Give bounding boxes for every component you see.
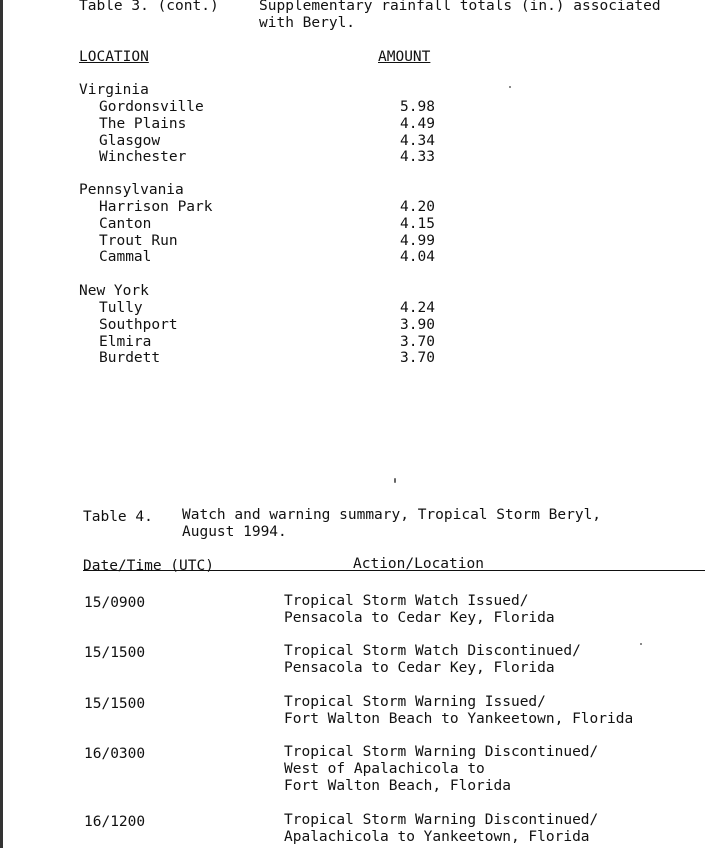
action-line: Tropical Storm Warning Discontinued/ (284, 812, 599, 828)
scan-edge (0, 0, 3, 848)
action-line: Tropical Storm Warning Discontinued/ (284, 744, 599, 760)
location-name: Harrison Park (99, 199, 213, 215)
action-line: Tropical Storm Warning Issued/ (284, 694, 546, 710)
location-name: Winchester (99, 149, 187, 166)
location-name: Canton (99, 215, 152, 232)
location-name: Gordonsville (99, 99, 204, 115)
state-heading: Virginia (79, 82, 149, 98)
location-name: Cammal (99, 249, 152, 266)
datetime-header: Date/Time (UTC) (83, 558, 214, 574)
location-name: Tully (99, 300, 143, 316)
location-name: Southport (99, 316, 178, 333)
rainfall-amount: 3.70 (400, 350, 435, 367)
action-line: Apalachicola to Yankeetown, Florida (284, 829, 590, 845)
rainfall-amount: 4.34 (400, 132, 435, 149)
scan-speck (394, 478, 396, 483)
rainfall-amount: 4.15 (400, 215, 435, 232)
action-line: Pensacola to Cedar Key, Florida (284, 660, 555, 676)
datetime-cell: 16/1200 (84, 814, 146, 830)
table4-caption-line2: August 1994. (182, 524, 287, 540)
location-name: Trout Run (99, 232, 178, 249)
location-header: LOCATION (79, 49, 149, 65)
location-name: Burdett (99, 350, 161, 367)
rainfall-amount: 5.98 (400, 99, 435, 115)
action-line: Tropical Storm Watch Issued/ (284, 593, 529, 609)
datetime-cell: 15/1500 (84, 696, 146, 712)
location-name: Glasgow (99, 132, 161, 149)
location-name: Elmira (99, 333, 152, 350)
datetime-cell: 15/1500 (84, 645, 146, 661)
action-line: Tropical Storm Watch Discontinued/ (284, 643, 581, 659)
datetime-cell: 16/0300 (84, 746, 146, 762)
state-heading: Pennsylvania (79, 182, 184, 198)
scan-speck (509, 86, 511, 88)
scan-speck (640, 643, 642, 645)
rainfall-amount: 3.70 (400, 333, 435, 350)
table3-caption-line1: Supplementary rainfall totals (in.) associated (259, 0, 661, 14)
action-header: Action/Location (353, 556, 484, 572)
table4-label: Table 4. (83, 509, 153, 525)
table4-caption-line1: Watch and warning summary, Tropical Storm Beryl, (182, 507, 602, 523)
action-line: Fort Walton Beach to Yankeetown, Florida (284, 711, 634, 727)
rainfall-amount: 4.04 (400, 249, 435, 266)
amount-header: AMOUNT (378, 49, 431, 65)
rainfall-amount: 4.20 (400, 199, 435, 215)
rainfall-amount: 4.49 (400, 115, 435, 132)
table3-caption-line2: with Beryl. (259, 15, 356, 31)
rainfall-amount: 3.90 (400, 316, 435, 333)
rainfall-amount: 4.99 (400, 232, 435, 249)
datetime-cell: 15/0900 (84, 595, 146, 611)
location-name: The Plains (99, 115, 187, 132)
action-line: Fort Walton Beach, Florida (284, 778, 511, 794)
action-line: Pensacola to Cedar Key, Florida (284, 610, 555, 626)
action-line: West of Apalachicola to (284, 761, 485, 777)
rainfall-amount: 4.33 (400, 149, 435, 166)
table3-label: Table 3. (cont.) (79, 0, 219, 14)
state-heading: New York (79, 283, 149, 299)
rainfall-amount: 4.24 (400, 300, 435, 316)
header-rule (83, 570, 705, 571)
